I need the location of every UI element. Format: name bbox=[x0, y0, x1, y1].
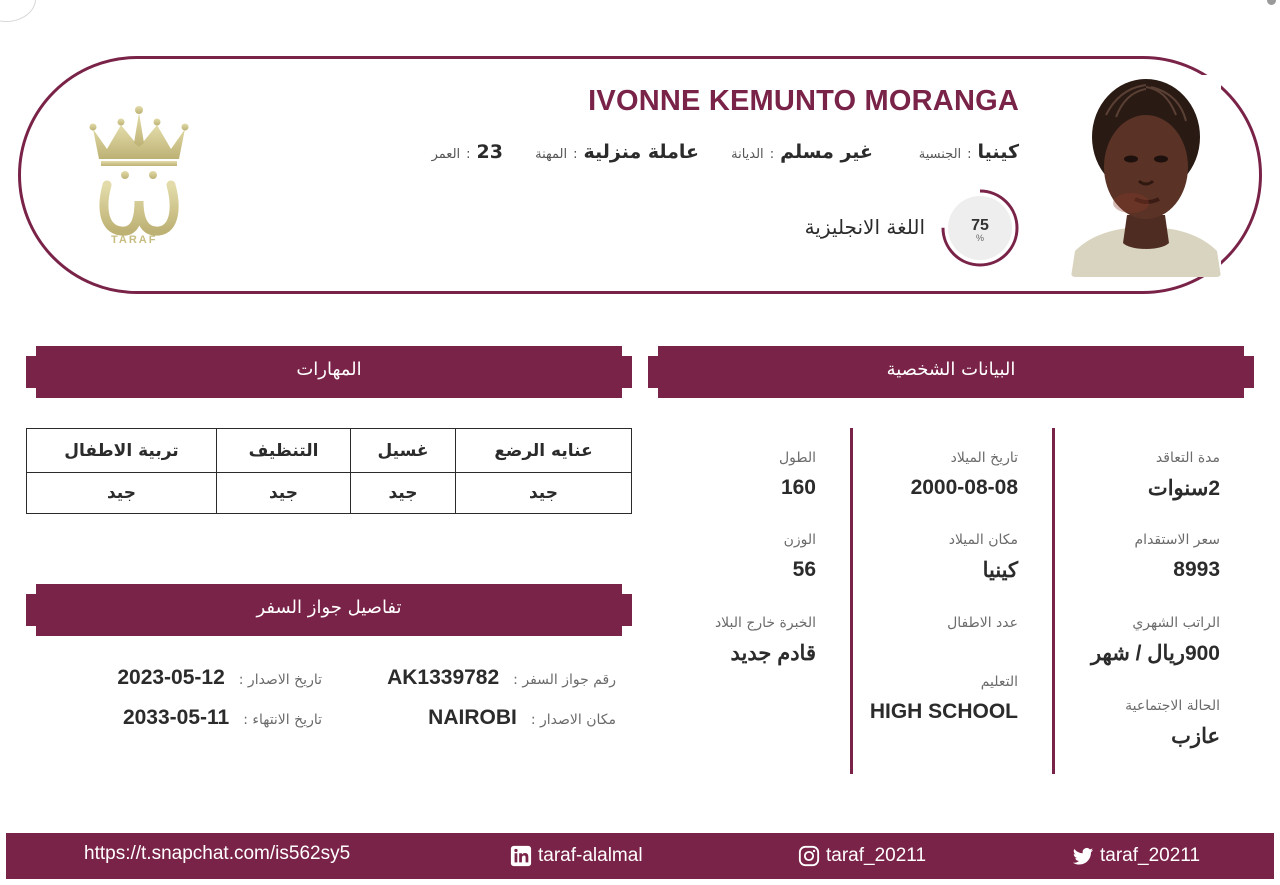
skills-header bbox=[26, 346, 632, 398]
skill-cleaning: التنظيف bbox=[217, 429, 351, 473]
skill-infant-care: عنايه الرضع bbox=[456, 429, 632, 473]
birth-place: مكان الميلاد كينيا bbox=[948, 532, 1018, 582]
twitter-icon bbox=[1072, 845, 1094, 867]
corner-decoration bbox=[0, 0, 36, 22]
skill-laundry: غسيل bbox=[351, 429, 456, 473]
job-field: المهنة : عاملة منزلية bbox=[535, 141, 699, 163]
passport-issue-date: 2023-05-12 bbox=[117, 666, 225, 689]
marital-status: الحالة الاجتماعية عازب bbox=[1125, 698, 1220, 748]
snapchat-link[interactable]: https://t.snapchat.com/is562sy5 bbox=[84, 843, 351, 864]
skills-value-row bbox=[27, 473, 632, 514]
linkedin-icon bbox=[510, 845, 532, 867]
nationality-field: الجنسية : كينيا bbox=[918, 141, 1019, 163]
birth-date: تاريخ الميلاد 2000-08-08 bbox=[910, 450, 1018, 499]
personal-col-2 bbox=[818, 428, 1018, 774]
age-value: 23 bbox=[476, 141, 503, 163]
scrollbar-thumb[interactable] bbox=[1267, 0, 1276, 5]
weight: الوزن 56 bbox=[783, 532, 816, 581]
skill-rating: جيد bbox=[217, 473, 351, 514]
candidate-photo bbox=[1071, 75, 1221, 277]
language-label: اللغة الانجليزية bbox=[804, 215, 925, 239]
passport-number: AK1339782 bbox=[387, 666, 500, 689]
nationality-value: كينيا bbox=[977, 141, 1019, 163]
job-value: عاملة منزلية bbox=[583, 141, 699, 163]
recruitment-price: سعر الاستقدام 8993 bbox=[1134, 532, 1220, 581]
personal-col-3 bbox=[616, 428, 816, 774]
age-field: العمر : 23 bbox=[431, 141, 503, 163]
skill-rating: جيد bbox=[456, 473, 632, 514]
skills-table bbox=[26, 428, 632, 514]
skill-childcare: تربية الاطفال bbox=[27, 429, 217, 473]
passport-number-field: رقم جواز السفر : AK1339782 bbox=[387, 666, 616, 689]
passport-title: تفاصيل جواز السفر bbox=[256, 597, 402, 618]
height: الطول 160 bbox=[778, 450, 816, 499]
footer-bar bbox=[6, 833, 1274, 879]
passport-issue-place: NAIROBI bbox=[428, 706, 517, 729]
passport-issue-place-field: مكان الاصدار : NAIROBI bbox=[428, 706, 616, 729]
religion-field: الديانة : غير مسلم bbox=[731, 141, 873, 163]
language-percent: 75 bbox=[971, 217, 989, 234]
taraf-logo bbox=[87, 103, 191, 251]
passport-header bbox=[26, 584, 632, 636]
religion-value: غير مسلم bbox=[780, 141, 873, 163]
candidate-name: IVONNE KEMUNTO MORANGA bbox=[588, 85, 1019, 117]
percent-sign: % bbox=[975, 233, 985, 243]
monthly-salary: الراتب الشهري 900ريال / شهر bbox=[1090, 615, 1220, 665]
logo-text: TARAF bbox=[111, 234, 158, 246]
profile-header-card bbox=[18, 56, 1262, 294]
experience-abroad: الخبرة خارج البلاد قادم جديد bbox=[714, 615, 816, 665]
personal-col-1 bbox=[1020, 428, 1220, 774]
personal-data-header bbox=[648, 346, 1254, 398]
passport-issue-date-field: تاريخ الاصدار : 2023-05-12 bbox=[117, 666, 322, 689]
skills-title: المهارات bbox=[296, 359, 362, 380]
passport-expiry-date: 2033-05-11 bbox=[122, 706, 230, 729]
children-count: عدد الاطفال bbox=[947, 615, 1018, 631]
skill-rating: جيد bbox=[351, 473, 456, 514]
personal-data-title: البيانات الشخصية bbox=[886, 359, 1016, 380]
education: التعليم HIGH SCHOOL bbox=[869, 674, 1018, 723]
instagram-icon bbox=[798, 845, 820, 867]
passport-expiry-field: تاريخ الانتهاء : 2033-05-11 bbox=[122, 706, 322, 729]
contract-duration: مدة التعاقد 2سنوات bbox=[1147, 450, 1220, 500]
instagram-link[interactable]: taraf_20211 bbox=[798, 845, 926, 867]
skills-header-row bbox=[27, 429, 632, 473]
twitter-link[interactable]: taraf_20211 bbox=[1072, 845, 1200, 867]
skill-rating: جيد bbox=[27, 473, 217, 514]
language-progress-gauge bbox=[939, 187, 1021, 269]
linkedin-link[interactable]: taraf-alalmal bbox=[510, 845, 643, 867]
